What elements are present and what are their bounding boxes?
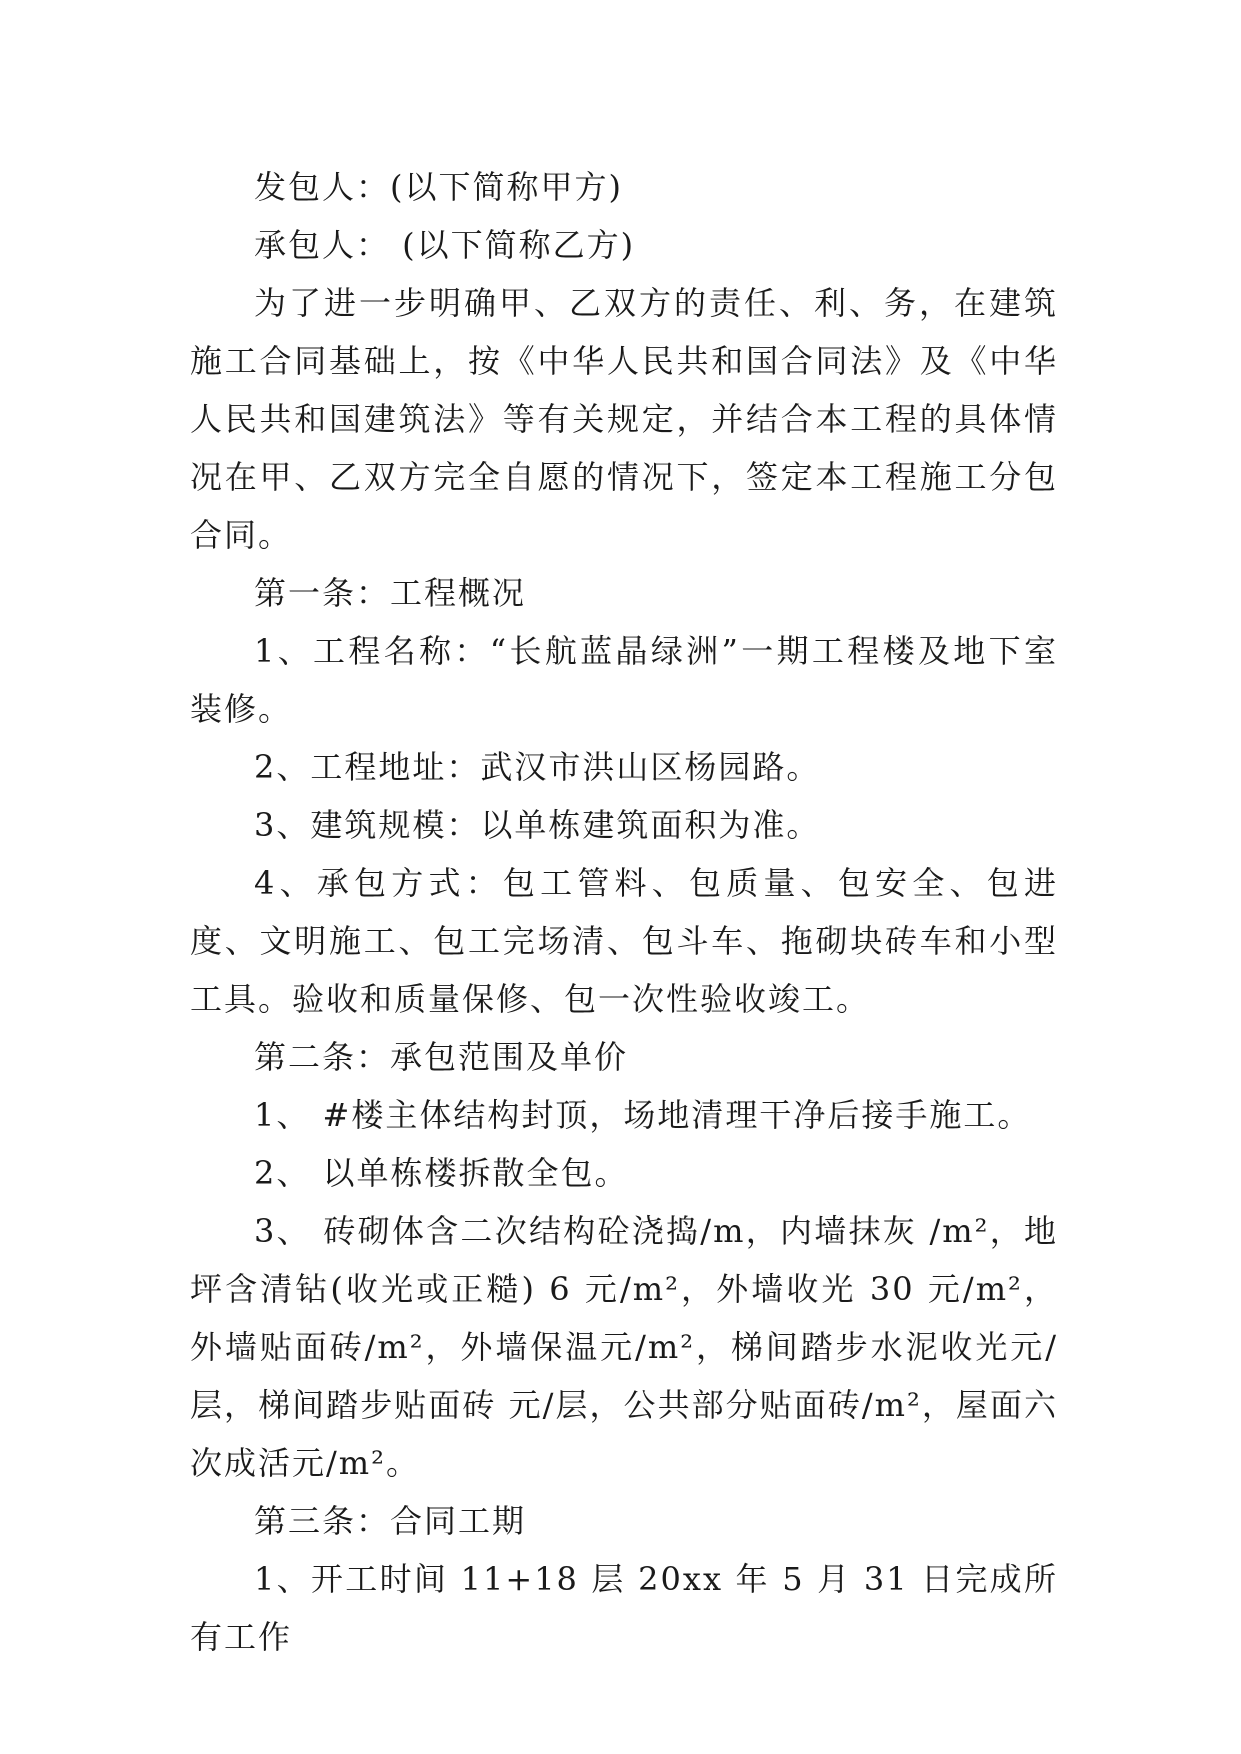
article-1-item-3: 3、建筑规模：以单栋建筑面积为准。 [254,806,821,844]
document-page [190,158,1058,1666]
article-2-item-2: 2、 以单栋楼拆散全包。 [254,1154,629,1192]
article-1-heading: 第一条：工程概况 [254,574,527,612]
article-2-item-1: 1、 #楼主体结构封顶，场地清理干净后接手施工。 [254,1096,1032,1134]
article-1-item-2: 2、工程地址：武汉市洪山区杨园路。 [254,748,821,786]
paragraph-contractor: 承包人： (以下简称乙方) [254,226,636,264]
paragraph-preamble: 为了进一步明确甲、乙双方的责任、利、务，在建筑施工合同基础上，按《中华人民共和国合同法》及《中华人民共和国建筑法》等有关规定，并结合本工程的具体情况在甲、乙双方完全自愿的情况下，签定本工程施工分包合同。 [190,284,1058,554]
article-3-heading: 第三条：合同工期 [254,1502,527,1540]
article-3-item-1: 1、开工时间 11+18 层 20xx 年 5 月 31 日完成所有工作 [190,1560,1058,1656]
article-2-heading: 第二条：承包范围及单价 [254,1038,629,1076]
article-2-item-3: 3、 砖砌体含二次结构砼浇捣/m，内墙抹灰 /m²，地坪含清钻(收光或正糙) 6 元/m²，外墙收光 30 元/m²，外墙贴面砖/m²，外墙保温元/m²，梯间踏步水泥收光元/层，梯间踏步贴面砖 元/层，公共部分贴面砖/m²，屋面六次成活元/m²。 [190,1212,1058,1482]
article-1-item-4: 4、承包方式：包工管料、包质量、包安全、包进度、文明施工、包工完场清、包斗车、拖砌块砖车和小型工具。验收和质量保修、包一次性验收竣工。 [190,864,1058,1018]
paragraph-employer: 发包人：(以下简称甲方) [254,168,623,206]
article-1-item-1: 1、工程名称：“长航蓝晶绿洲”一期工程楼及地下室装修。 [190,632,1058,728]
